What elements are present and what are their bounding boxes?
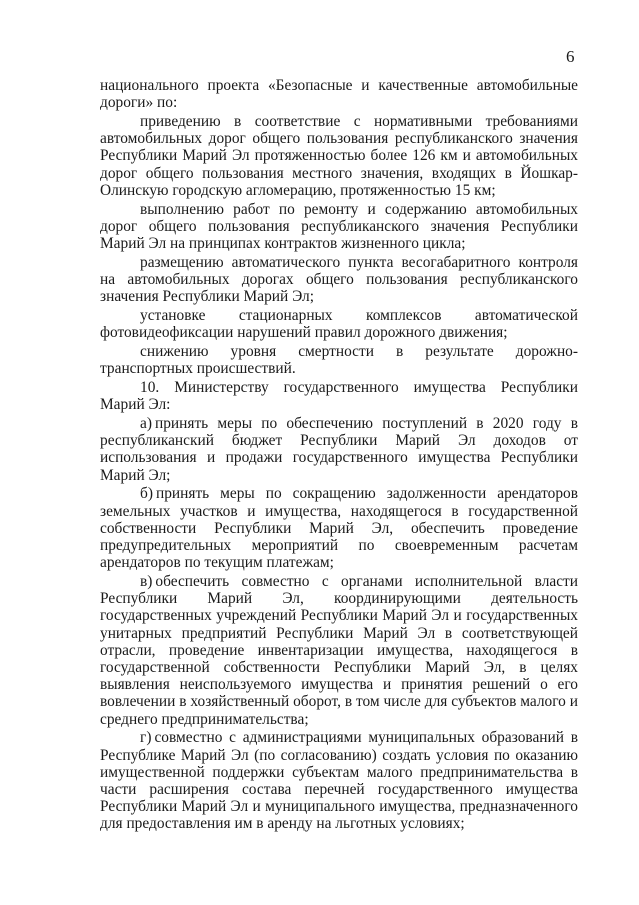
section-10-item-c bbox=[100, 573, 578, 728]
paragraph-weight-control: размещению автоматического пункта весогабаритного контроля на автомобильных дорогах общего пользования республиканского значения Республики Марий Эл; bbox=[100, 253, 578, 306]
paragraph-roads-compliance: приведению в соответствие с нормативными требованиями автомобильных дорог общего пользования республиканского значения Республики Марий Эл протяженностью более 126 км и автомобильных дорог общего пользования местного значения, входящих в Йошкар-Олинскую городскую агломерацию, протяженностью 15 км; bbox=[100, 113, 578, 199]
paragraph-mortality: снижению уровня смертности в результате дорожно-транспортных происшествий. bbox=[100, 343, 578, 378]
page-number: 6 bbox=[566, 47, 575, 66]
item-label: б) bbox=[140, 485, 153, 503]
paragraph-roads-repair: выполнению работ по ремонту и содержанию автомобильных дорог общего пользования республиканского значения Республики Марий Эл на принципах контрактов жизненного цикла; bbox=[100, 200, 578, 253]
paragraph-intro: национального проекта «Безопасные и качественные автомобильные дороги» по: bbox=[100, 77, 578, 112]
section-10-item-d bbox=[100, 729, 578, 832]
item-label: г) bbox=[140, 729, 152, 747]
paragraph-photo-fixation: установке стационарных комплексов автоматической фотовидеофиксации нарушений правил дорожного движения; bbox=[100, 307, 578, 342]
document-body bbox=[100, 77, 578, 834]
item-text: обеспечить совместно с органами исполнительной власти Республики Марий Эл, координирующими деятельность государственных учреждений Республики Марий Эл и государственных унитарных предприятий Республики Марий Эл в соответствующей отрасли, проведение инвентаризации имущества, находящегося в государственной собственности Республики Марий Эл, в целях выявления неиспользуемого имущества и принятия решений о его вовлечении в хозяйственный оборот, в том числе для субъектов малого и среднего предпринимательства; bbox=[100, 573, 578, 728]
item-text: принять меры по обеспечению поступлений в 2020 году в республиканский бюджет Республики Марий Эл доходов от использования и продажи государственного имущества Республики Марий Эл; bbox=[100, 415, 578, 484]
section-10-heading: 10. Министерству государственного имущества Республики Марий Эл: bbox=[100, 379, 578, 414]
section-10-item-a bbox=[100, 415, 578, 484]
item-label: в) bbox=[140, 573, 153, 591]
item-label: а) bbox=[140, 415, 152, 433]
section-10-item-b bbox=[100, 485, 578, 571]
item-text: принять меры по сокращению задолженности арендаторов земельных участков и имущества, находящегося в государственной собственности Республики Марий Эл, обеспечить проведение предупредительных мероприятий по своевременным расчетам арендаторов по текущим платежам; bbox=[100, 485, 578, 572]
item-text: совместно с администрациями муниципальных образований в Республике Марий Эл (по согласованию) создать условия по оказанию имущественной поддержки субъектам малого предпринимательства в части расширения состава перечней государственного имущества Республики Марий Эл и муниципального имущества, предназначенного для предоставления им в аренду на льготных условиях; bbox=[100, 729, 578, 833]
